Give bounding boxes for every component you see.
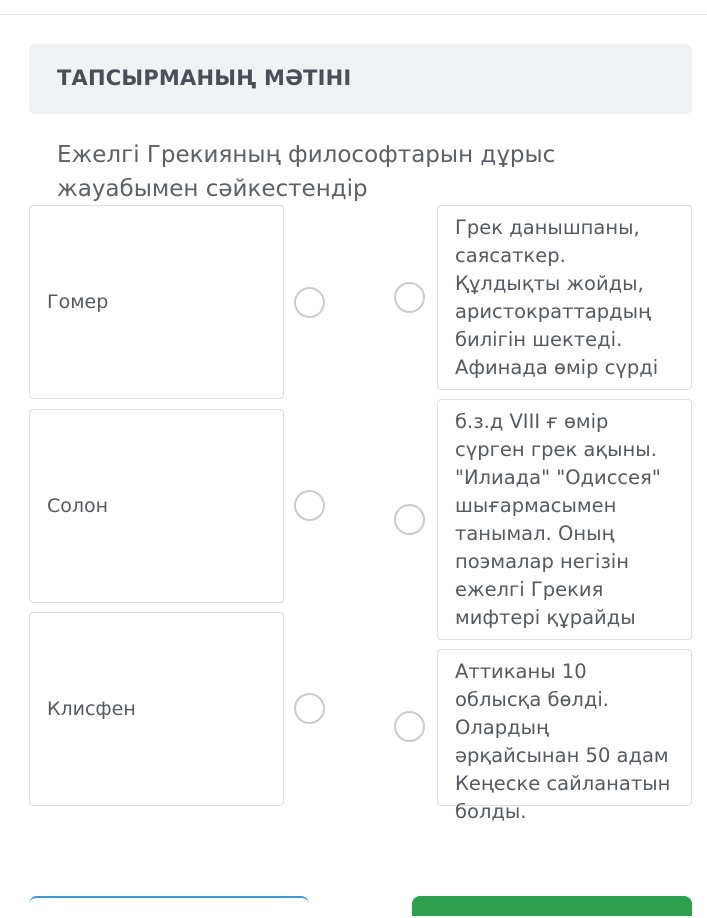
right-item-2[interactable] bbox=[437, 399, 692, 640]
task-header-title: ТАПСЫРМАНЫҢ МӘТІНІ bbox=[57, 66, 352, 90]
left-item-label: Гомер bbox=[47, 291, 109, 313]
right-item-text: б.з.д VIII ғ өмір сүрген грек ақыны. "Илиада" "Одиссея" шығармасымен танымал. Оның поэмалар негізін ежелгі Грекия мифтері құрайды bbox=[455, 410, 661, 629]
next-button[interactable] bbox=[412, 896, 692, 916]
right-match-radio-1[interactable] bbox=[394, 282, 425, 313]
left-match-radio-1[interactable] bbox=[294, 287, 325, 318]
left-item-label: Клисфен bbox=[47, 698, 136, 720]
question-text: Ежелгі Грекияның философтарын дұрыс жауабымен сәйкестендір bbox=[57, 142, 556, 202]
left-item-homer[interactable] bbox=[29, 205, 284, 399]
right-match-radio-2[interactable] bbox=[394, 504, 425, 535]
right-item-text: Грек данышпаны, саясаткер. Құлдықты жойды, аристократтардың билігін шектеді. Афинада өмір сүрді bbox=[455, 216, 659, 379]
back-button[interactable] bbox=[29, 896, 309, 918]
right-item-text: Аттиканы 10 облысқа бөлді. Олардың әрқайсынан 50 адам Кеңеске сайланатын болды. bbox=[455, 660, 671, 823]
task-header bbox=[29, 44, 692, 114]
left-item-cleisthenes[interactable] bbox=[29, 612, 284, 806]
top-divider bbox=[0, 0, 707, 15]
left-item-label: Солон bbox=[47, 495, 109, 517]
left-item-solon[interactable] bbox=[29, 409, 284, 603]
left-match-radio-3[interactable] bbox=[294, 693, 325, 724]
right-match-radio-3[interactable] bbox=[394, 711, 425, 742]
right-item-1[interactable] bbox=[437, 205, 692, 390]
right-item-3[interactable] bbox=[437, 649, 692, 823]
left-match-radio-2[interactable] bbox=[294, 490, 325, 521]
